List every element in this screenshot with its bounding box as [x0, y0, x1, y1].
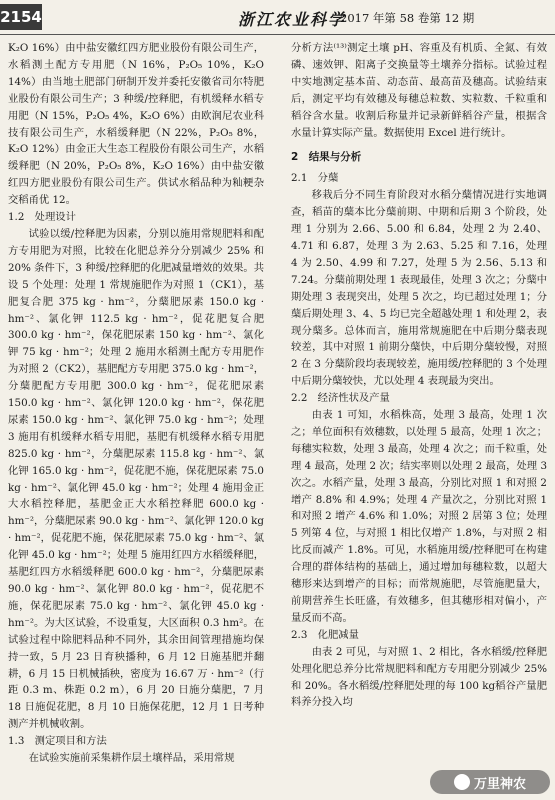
- page-header: [0, 0, 555, 35]
- section-heading-2: 2 结果与分析: [291, 151, 362, 164]
- paragraph: 在试验实施前采集耕作层土壤样品，采用常规: [28, 752, 235, 765]
- section-heading-2-3: 2.3 化肥减量: [291, 628, 359, 641]
- section-heading-2-2: 2.2 经济性状及产量: [291, 392, 390, 405]
- paragraph: 移栽后分不同生育阶段对水稻分蘖情况进行实地调查，稻苗的蘖本比分蘖前期、中期和后期 3 个阶段，处理 1 分别为 2.66、5.00 和 6.84，处理 2 为 2.40、4.71 和 6.87，处理 3 为 2.63、5.25 和 7.16，处理 4 为 2.50、4.99 和 7.27，处理 5 为 2.56、5.13 和 7.24。分蘖前期处理 1 表现最佳，处理 3 次之；分蘖中期处理 3 表现突出，处理 5 次之，均已超过处理 1；分蘖后期处理 3、4、5 均已完全超越处理 1 和处理 2，表现分蘖多。总体而言，施用常规施肥在中后期分蘖表现较差，其中对照 1 前期分蘖快，中后期分蘖较慢，对照 2 在 3 分蘖阶段均表现较差，施用缓/控释肥的 3 个处理中后期分蘖较快，尤以处理 4 表现最为突出。: [291, 189, 547, 388]
- watermark-text: 万里神农: [473, 776, 526, 792]
- paragraph: 由表 2 可见，与对照 1、2 相比，各水稻缓/控释肥处理化肥总养分比常规肥料和配方专用肥分别减少 25% 和 20%。各水稻缓/控释肥处理的每 100 kg稻谷产量肥料养分投入均: [291, 645, 547, 709]
- issue-info: 2017 年第 58 卷第 12 期: [340, 11, 475, 25]
- section-heading-2-1: 2.1 分蘖: [291, 172, 339, 185]
- journal-name: 浙江农业科学: [238, 10, 347, 29]
- paragraph: 分析方法⁽¹³⁾测定土壤 pH、容重及有机质、全氮、有效磷、速效钾、阳离子交换量等土壤养分指标。试验过程中实地测定基本苗、动态苗、最高苗及穗高。试验结束后，测定平均有效穗及每穗总粒数、实粒数、千粒重和稻谷含水量。收割后称量并记录新鲜稻谷产量，根据含水量计算实际产量。数据使用 Excel 进行统计。: [291, 42, 547, 139]
- watermark: [430, 770, 550, 794]
- right-column: [291, 40, 547, 711]
- paragraph: 由表 1 可知，水稻株高，处理 3 最高，处理 1 次之；单位面积有效穗数，以处理 5 最高，处理 1 次之；每穗实粒数，处理 3 最高，处理 4 次之；而千粒重，处理 4 最高，处理 2 次；结实率则以处理 2 最高，处理 3 次之。水稻产量，处理 3 最高，分别比对照 1 和对照 2 增产 8.8% 和 4.9%；处理 4 产量次之，分别比对照 1 和对照 2 增产 4.6% 和 1.0%；对照 2 居第 3 位；处理 5 列第 4 位，与对照 1 相比仅增产 1.8%，与对照 2 相比反而减产 1.8%。可见，水稻施用缓/控释肥可在构建合理的群体结构的基础上，通过增加每穗粒数，以超大穗形来达到增产的目标；而常规施肥，尽管施肥量大，前期营养生长旺盛，有效穗多，但其穗形相对偏小，产量反而不高。: [291, 409, 547, 624]
- section-heading-1-3: 1.3 测定项目和方法: [8, 735, 107, 748]
- section-heading-1-2: 1.2 处理设计: [8, 211, 76, 224]
- left-column: [8, 40, 264, 767]
- paragraph: K₂O 16%）由中盐安徽红四方肥业股份有限公司生产，水稻测土配方专用肥（N 16%，P₂O₅ 10%，K₂O 14%）由当地土肥部门研制开发并委托安徽省司尔特肥业股份有限公司生产；3 种缓/控释肥，有机缓释水稻专用肥（N 15%，P₂O₅ 4%，K₂O 6%）由欧润尼农业科技有限公司生产，水稻缓释肥（N 22%，P₂O₅ 8%，K₂O 12%）由金正大生态工程股份有限公司生产，水稻缓释肥（N 20%，P₂O₅ 8%，K₂O 16%）由中盐安徽红四方肥业股份有限公司生产。供试水稻品种为籼粳杂交稻甬优 12。: [8, 42, 264, 207]
- wechat-icon: [454, 774, 470, 790]
- page-number: 2154: [0, 4, 42, 30]
- paragraph: 试验以缓/控释肥为因素，分别以施用常规肥料和配方专用肥为对照，比较在化肥总养分分别减少 25% 和 20% 条件下，3 种缓/控释肥的化肥减量增效的效果。共设 5 个处理：处理 1 常规施肥作为对照 1（CK1），基肥复合肥 375 kg · hm⁻²，分蘖肥尿素 150.0 kg · hm⁻²、氯化钾 112.5 kg · hm⁻²，促花肥复合肥 300.0 kg · hm⁻²，保花肥尿素 150 kg · hm⁻²、氯化钾 75 kg · hm⁻²；处理 2 施用水稻测土配方专用肥作为对照 2（CK2），基肥配方专用肥 375.0 kg · hm⁻²，分蘖肥配方专用肥 300.0 kg · hm⁻²，促花肥尿素 150.0 kg · hm⁻²、氯化钾 120.0 kg · hm⁻²，保花肥尿素 150.0 kg · hm⁻²、氯化钾 75.0 kg · hm⁻²；处理 3 施用有机缓释水稻专用肥，基肥有机缓释水稻专用肥 825.0 kg · hm⁻²，分蘖肥尿素 115.8 kg · hm⁻²、氯化钾 165.0 kg · hm⁻²，促花肥不施，保花肥尿素 75.0 kg · hm⁻²、氯化钾 45.0 kg · hm⁻²；处理 4 施用金正大水稻控释肥，基肥金正大水稻控释肥 600.0 kg · hm⁻²，分蘖肥尿素 90.0 kg · hm⁻²、氯化钾 120.0 kg · hm⁻²，促花肥不施，保花肥尿素 75.0 kg · hm⁻²、氯化钾 45.0 kg · hm⁻²；处理 5 施用红四方水稻缓释肥，基肥红四方水稻缓释肥 600.0 kg · hm⁻²，分蘖肥尿素 90.0 kg · hm⁻²、氯化钾 80.0 kg · hm⁻²，促花肥不施，保花肥尿素 75.0 kg · hm⁻²、氯化钾 45.0 kg · hm⁻²。为大区试验，不设重复，大区面积 0.3 hm²。在试验过程中除肥料品种不同外，其余田间管理措施均保持一致，5 月 23 日育秧播种，6 月 12 日施基肥并翻耕，6 月 15 日机械插秧，密度为 16.67 万 · hm⁻²（行距 0.3 m、株距 0.2 m），6 月 20 日施分蘖肥，7 月 18 日施促花肥，8 月 10 日施保花肥，12 月 1 日考种测产并机械收割。: [8, 227, 264, 731]
